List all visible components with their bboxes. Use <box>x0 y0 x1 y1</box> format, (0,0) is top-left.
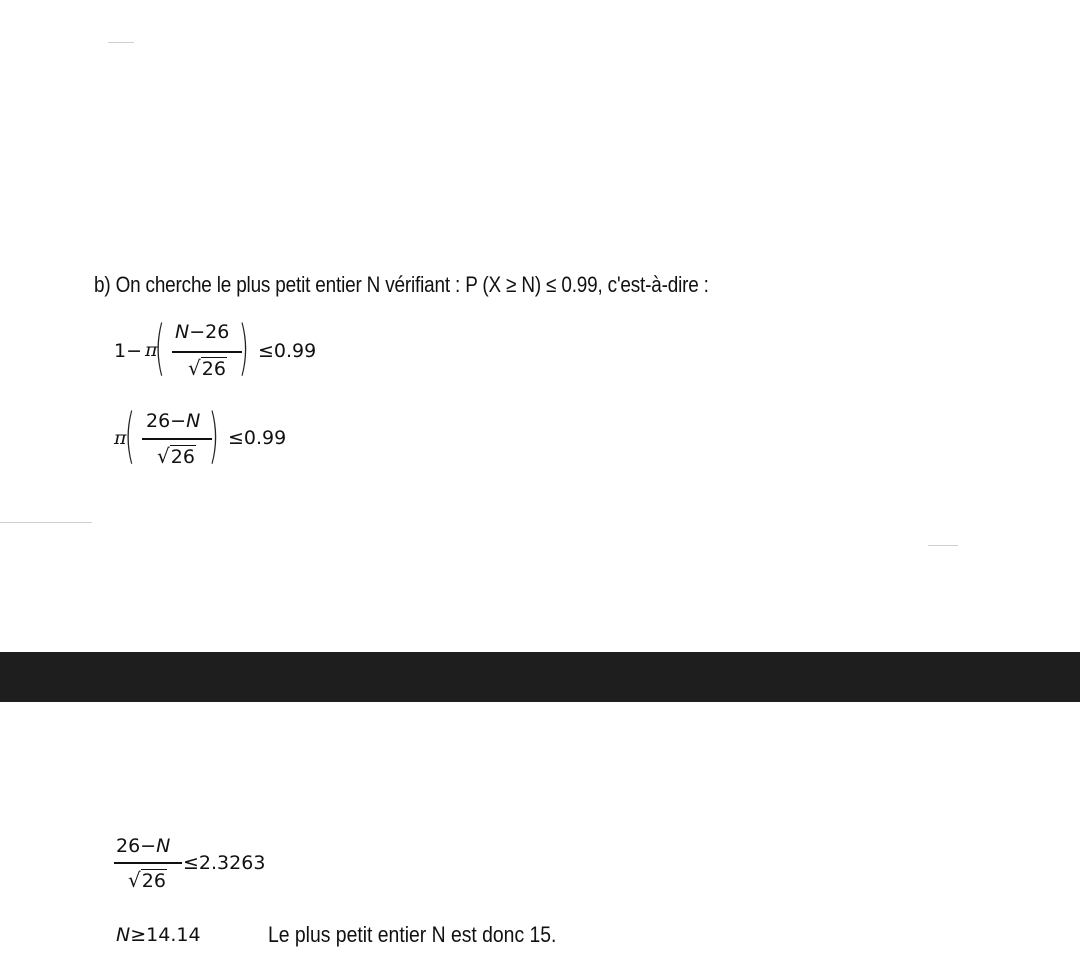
eq1-fraction-bar <box>172 351 242 353</box>
eq3-denominator: √26 <box>128 868 166 892</box>
conclusion-text: Le plus petit entier N est donc 15. <box>268 922 557 947</box>
question-b-statement: b) On cherche le plus petit entier N vérifiant : P (X ≥ N) ≤ 0.99, c'est-à-dire : <box>94 272 709 297</box>
eq2-numerator: 26−N <box>146 410 201 432</box>
eq1-left-paren: ( <box>154 313 165 383</box>
eq1-denominator: √26 <box>188 356 226 380</box>
eq2-denominator: √26 <box>157 444 195 468</box>
eq1-right-paren: ) <box>238 313 249 383</box>
dark-separator-band <box>0 652 1080 702</box>
eq2-relation: ≤0.99 <box>228 427 287 449</box>
eq1-numerator: N−26 <box>175 321 230 343</box>
eq1-pi-symbol: π <box>145 339 158 361</box>
eq4-expression: N≥14.14 <box>116 924 201 946</box>
eq2-right-paren: ) <box>208 401 219 471</box>
scan-artifact <box>928 545 958 546</box>
eq3-fraction-bar <box>114 862 182 864</box>
eq3-numerator: 26−N <box>116 835 171 857</box>
scan-artifact <box>108 42 134 43</box>
scan-artifact <box>0 522 92 523</box>
eq2-pi-symbol: π <box>114 427 127 449</box>
eq3-relation: ≤2.3263 <box>183 852 266 874</box>
eq2-left-paren: ( <box>124 401 135 471</box>
eq1-relation: ≤0.99 <box>258 340 317 362</box>
eq2-fraction-bar <box>142 438 212 440</box>
eq1-prefix: 1− <box>114 340 143 362</box>
